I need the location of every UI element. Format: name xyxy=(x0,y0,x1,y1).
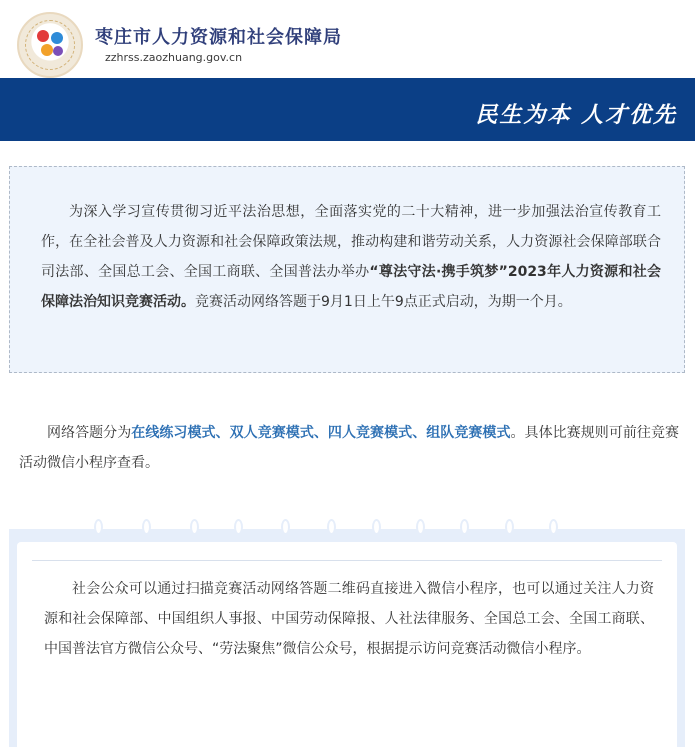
intro-text: 为深入学习宣传贯彻习近平法治思想，全面落实党的二十大精神，进一步加强法治宣传教育工作，在全社会普及人力资源和社会保障政策法规，推动构建和谐劳动关系，人力资源社会保障部联合司法部、全国总工会、全国工商联、全国普法办举办 xyxy=(41,204,661,280)
ring-decoration xyxy=(549,519,558,535)
access-card xyxy=(17,542,677,747)
modes-rules-text: 。具体比赛规则可前往竞赛活动微信小程序查看。 xyxy=(19,425,680,471)
ring-decoration xyxy=(94,519,103,535)
slogan: 民生为本 人才优先 xyxy=(475,102,677,128)
ring-decoration xyxy=(372,519,381,535)
access-paragraph: 社会公众可以通过扫描竞赛活动网络答题二维码直接进入微信小程序，也可以通过关注人力资源和社会保障部、中国组织人事报、中国劳动保障报、人社法律服务、全国总工会、全国工商联、中国普法官方微信公众号、“劳法聚焦”微信公众号，根据提示访问竞赛活动微信小程序。 xyxy=(44,581,654,657)
modes-highlight: 在线练习模式、双人竞赛模式、四人竞赛模式、组队竞赛模式 xyxy=(131,425,511,441)
ring-decoration xyxy=(416,519,425,535)
access-panel xyxy=(9,529,685,747)
divider xyxy=(32,560,662,561)
ring-decoration xyxy=(190,519,199,535)
intro-date-text: 竞赛活动网络答题于9月1日上午9点正式启动，为期一个月。 xyxy=(195,294,572,310)
site-url[interactable]: zzhrss.zaozhuang.gov.cn xyxy=(105,51,243,64)
ring-decoration xyxy=(505,519,514,535)
ring-decoration xyxy=(327,519,336,535)
ring-decoration xyxy=(460,519,469,535)
org-name[interactable]: 枣庄市人力资源和社会保障局 xyxy=(95,27,342,48)
intro-box xyxy=(9,166,685,373)
bureau-logo-icon[interactable] xyxy=(17,12,83,78)
header-banner xyxy=(0,78,695,141)
intro-paragraph xyxy=(41,197,661,317)
binder-rings xyxy=(94,519,594,539)
modes-paragraph xyxy=(19,418,679,478)
modes-text: 网络答题分为 xyxy=(47,425,132,441)
event-name: “尊法守法·携手筑梦”2023年人力资源和社会保障法治知识竞赛活动。 xyxy=(41,264,662,310)
ring-decoration xyxy=(281,519,290,535)
ring-decoration xyxy=(142,519,151,535)
ring-decoration xyxy=(234,519,243,535)
site-header xyxy=(0,0,695,78)
